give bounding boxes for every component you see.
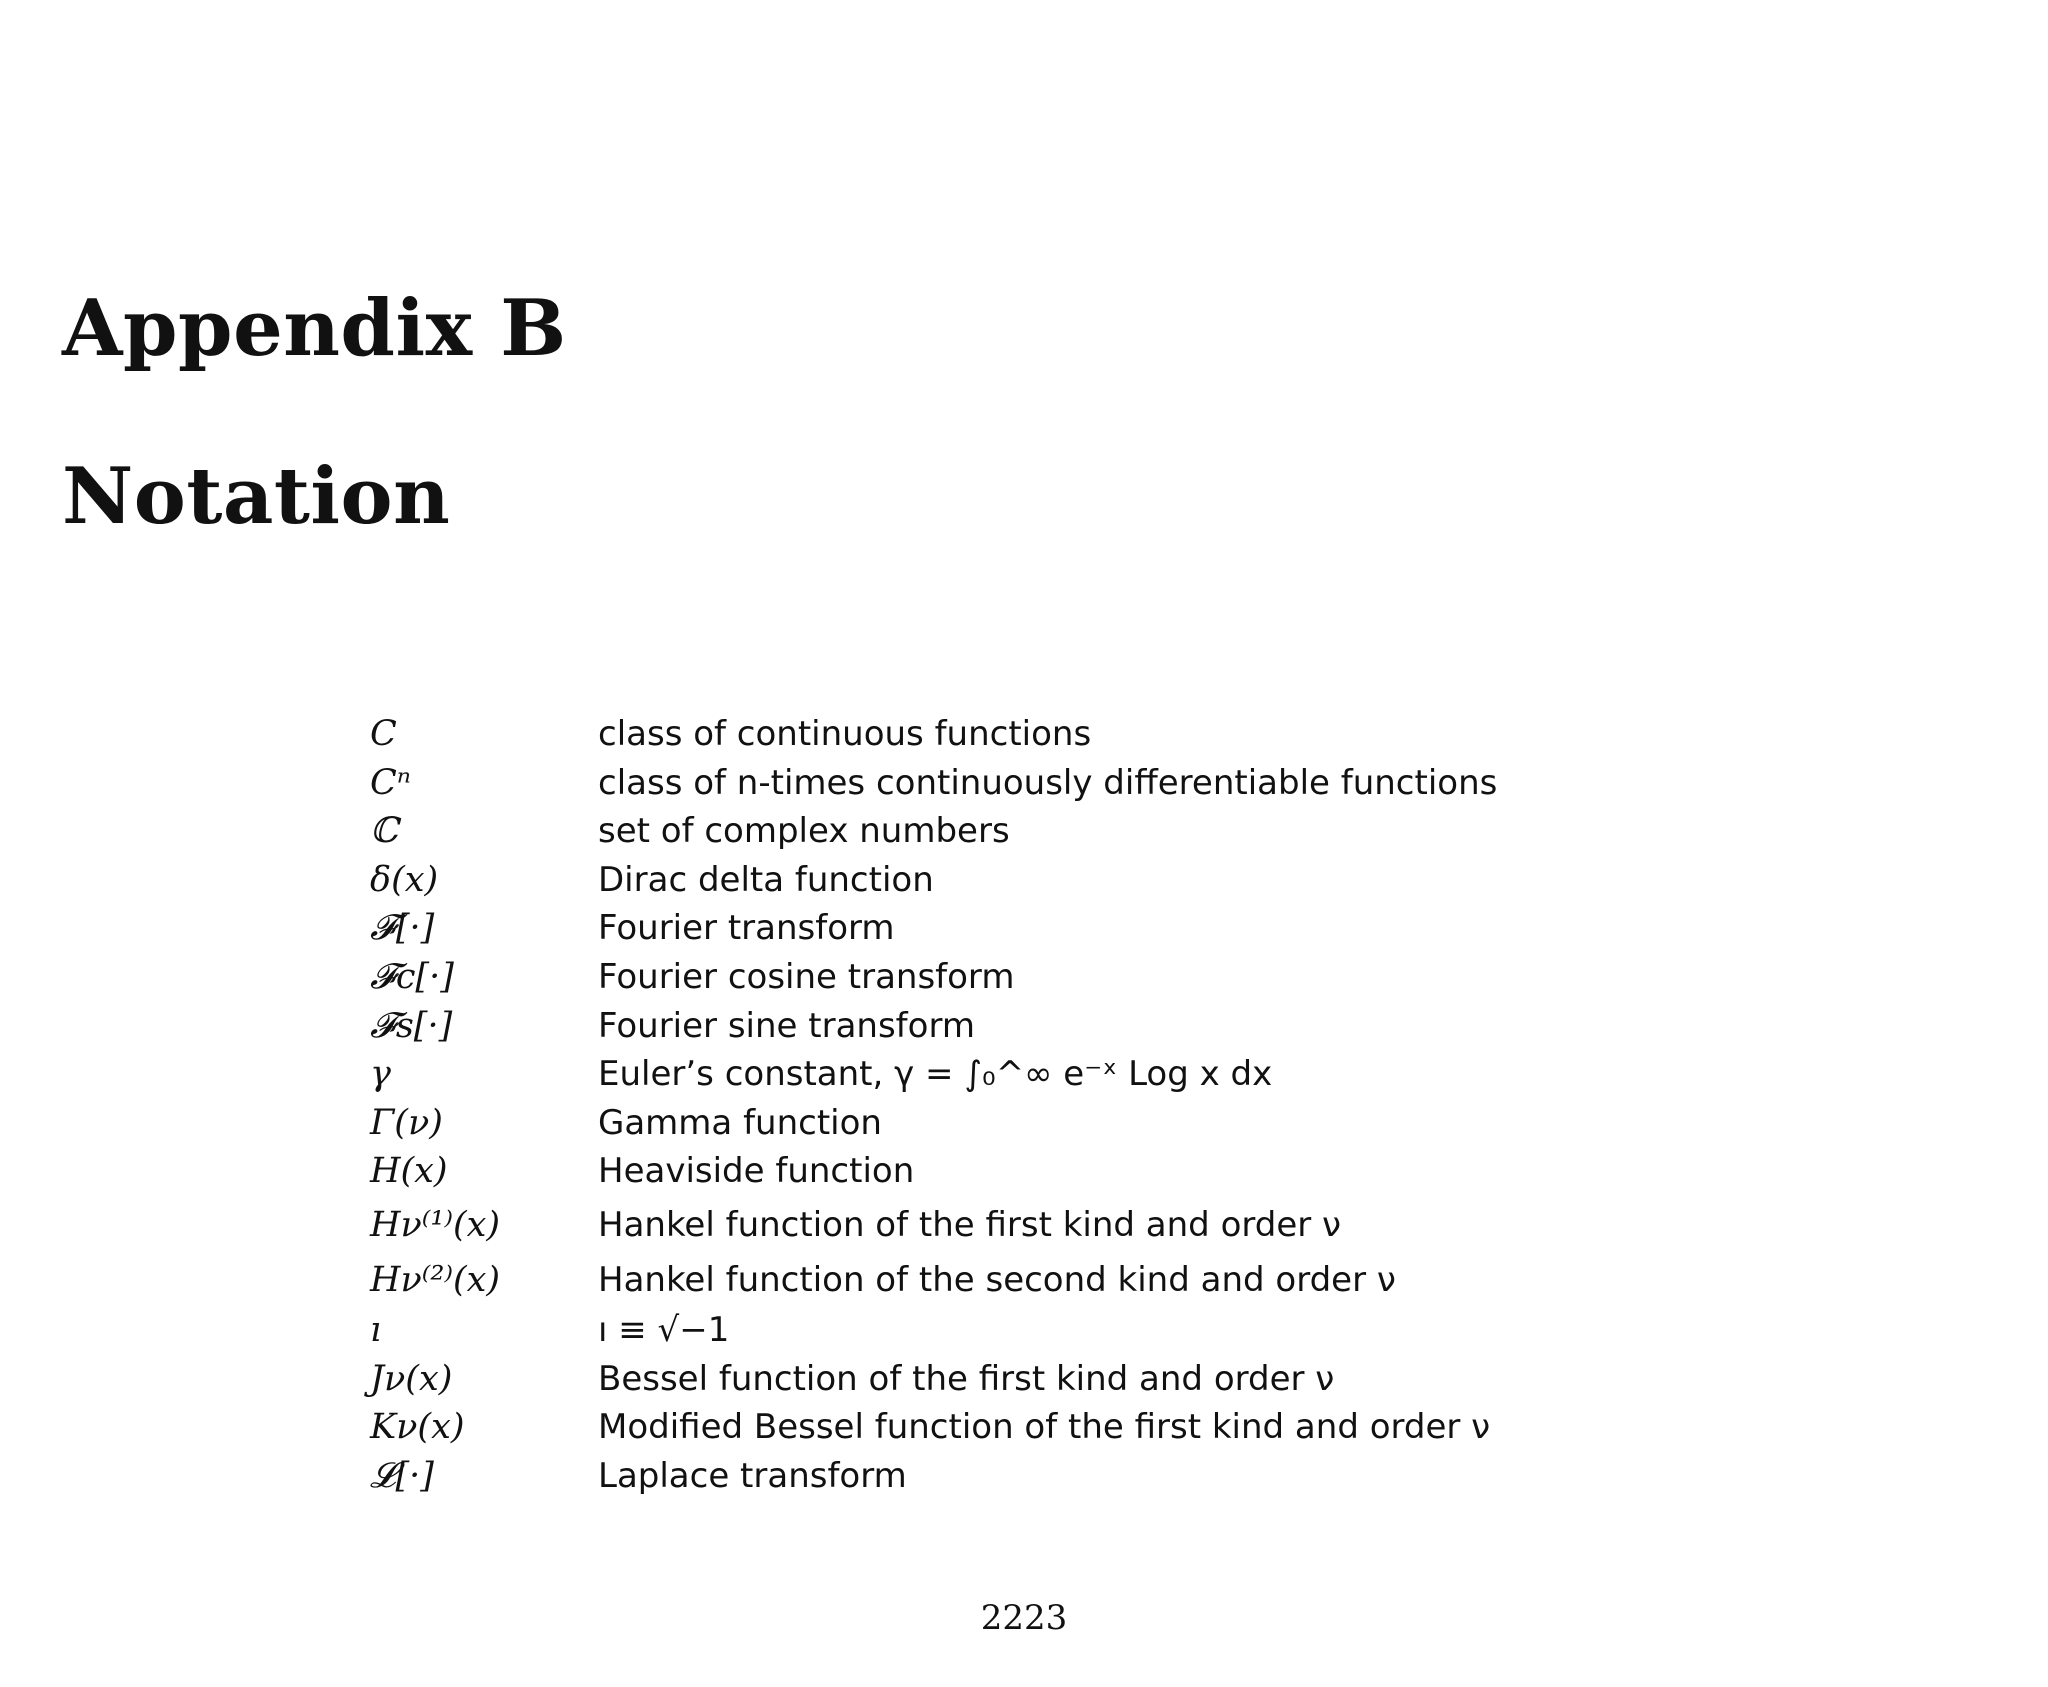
- notation-symbol: Hν⁽¹⁾(x): [370, 1204, 501, 1245]
- notation-row: [370, 953, 1510, 1002]
- notation-symbol: 𝓕[·]: [370, 908, 435, 949]
- notation-row: [370, 1403, 1510, 1452]
- notation-symbol: ℂ: [370, 811, 398, 852]
- notation-table: [370, 710, 1510, 1500]
- notation-description: Modified Bessel function of the first kind and order ν: [598, 1407, 1491, 1448]
- page-number: 2223: [980, 1598, 1068, 1638]
- notation-row: [370, 1452, 1510, 1501]
- chapter-title: Notation: [62, 451, 451, 542]
- notation-description: class of n-times continuously differentiable functions: [598, 762, 1498, 803]
- notation-symbol: 𝓕s[·]: [370, 1005, 453, 1046]
- notation-description: Fourier transform: [598, 908, 895, 949]
- notation-symbol: Jν(x): [370, 1358, 453, 1399]
- notation-description: Bessel function of the first kind and order ν: [598, 1358, 1335, 1399]
- notation-symbol: Γ(ν): [370, 1102, 443, 1143]
- notation-row: [370, 759, 1510, 808]
- appendix-label: Appendix B: [62, 283, 567, 374]
- notation-row: [370, 1147, 1510, 1196]
- notation-symbol: ı: [370, 1309, 382, 1350]
- notation-description: Euler’s constant, γ = ∫₀^∞ e⁻ˣ Log x dx: [598, 1054, 1273, 1095]
- notation-symbol: H(x): [370, 1151, 448, 1192]
- notation-row: [370, 1002, 1510, 1051]
- notation-symbol: C: [370, 714, 397, 754]
- notation-row: [370, 1050, 1510, 1099]
- notation-symbol: 𝓕c[·]: [370, 956, 454, 997]
- notation-symbol: Hν⁽²⁾(x): [370, 1259, 501, 1300]
- notation-symbol: Cⁿ: [370, 762, 411, 803]
- notation-row: [370, 807, 1510, 856]
- notation-row: [370, 904, 1510, 953]
- notation-row: [370, 1251, 1510, 1306]
- notation-description: class of continuous functions: [598, 714, 1092, 754]
- notation-row: [370, 1355, 1510, 1404]
- notation-row: [370, 1196, 1510, 1251]
- notation-symbol: γ: [370, 1054, 391, 1095]
- notation-description: set of complex numbers: [598, 811, 1010, 852]
- notation-row: [370, 856, 1510, 905]
- notation-row: [370, 1306, 1510, 1355]
- notation-description: Fourier cosine transform: [598, 956, 1015, 997]
- notation-symbol: Kν(x): [370, 1407, 465, 1448]
- notation-description: Hankel function of the first kind and order ν: [598, 1204, 1342, 1245]
- notation-description: Fourier sine transform: [598, 1005, 975, 1046]
- notation-symbol: δ(x): [370, 859, 439, 900]
- notation-symbol: 𝓛[·]: [370, 1455, 434, 1496]
- notation-row: [370, 1099, 1510, 1148]
- notation-description: Hankel function of the second kind and order ν: [598, 1259, 1396, 1300]
- notation-description: Heaviside function: [598, 1151, 915, 1192]
- notation-description: ı ≡ √−1: [598, 1309, 730, 1350]
- notation-description: Gamma function: [598, 1102, 882, 1143]
- notation-description: Laplace transform: [598, 1455, 907, 1496]
- notation-row: [370, 710, 1510, 759]
- notation-description: Dirac delta function: [598, 859, 934, 900]
